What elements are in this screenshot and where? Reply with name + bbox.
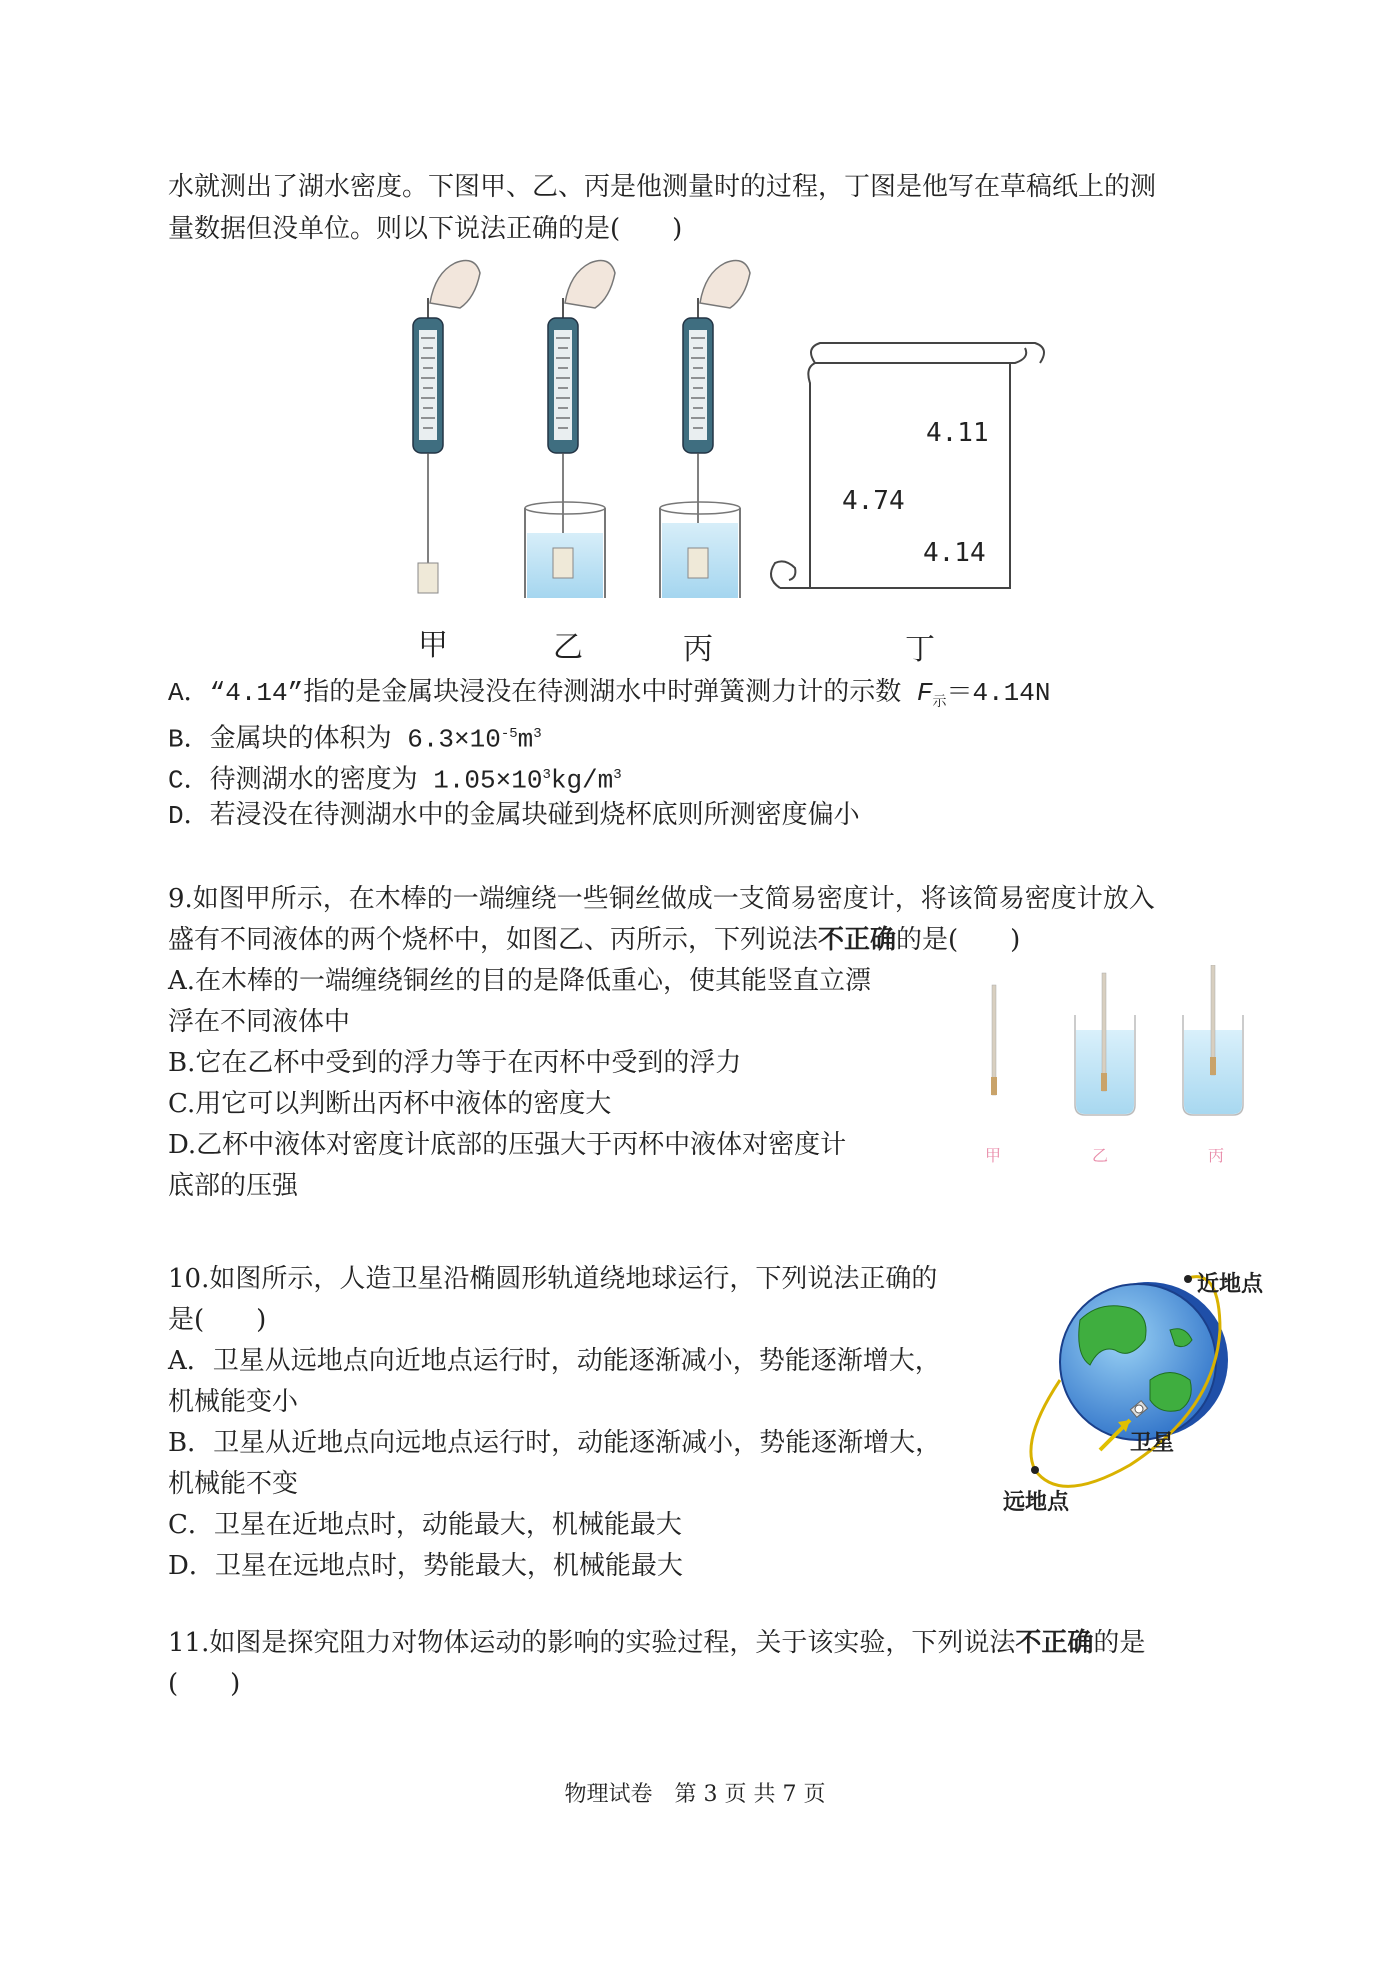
satellite-orbit-figure [1020, 1270, 1280, 1510]
q8-option-d: D．若浸没在待测湖水中的金属块碰到烧杯底则所测密度偏小 [168, 801, 860, 831]
q8-option-c: C．待测湖水的密度为 $1.05\times 10^3kg/m^3$ [168, 765, 622, 796]
q8-text-line1: 水就测出了湖水密度。下图甲、乙、丙是他测量时的过程，丁图是他写在草稿纸上的测 [168, 172, 1157, 202]
q11-text-line2: ( ) [168, 1669, 241, 1699]
q8-option-a: A．“4.14”指的是金属块浸没在待测湖水中时弹簧测力计的示数 $F_示=4.14N$ [168, 678, 1051, 712]
paper-value-1: 4.11 [926, 418, 989, 448]
scroll-paper [771, 343, 1044, 588]
hydrometer-label-yi: 乙 [1092, 1146, 1109, 1165]
label-perigee: 近地点 [1197, 1272, 1264, 1297]
q10-text-line2: 是( ) [168, 1305, 267, 1335]
q9-option-d-line1: D.乙杯中液体对密度计底部的压强大于丙杯中液体对密度计 [168, 1130, 847, 1160]
q10-option-b-line2: 机械能不变 [168, 1469, 299, 1499]
hydrometer-label-bing: 丙 [1208, 1146, 1225, 1165]
q10-option-a-line1: A．卫星从远地点向近地点运行时，动能逐渐减小，势能逐渐增大， [168, 1346, 941, 1376]
page-footer: 物理试卷 第 3 页 共 7 页 [564, 1782, 826, 1807]
q9-text-line2: 盛有不同液体的两个烧杯中，如图乙、丙所示，下列说法不正确的是( ) [168, 925, 1021, 955]
q10-text-line1: 10.如图所示，人造卫星沿椭圆形轨道绕地球运行，下列说法正确的 [168, 1264, 938, 1294]
spring-scale-jia [413, 261, 480, 593]
paper-value-2: 4.74 [842, 486, 905, 516]
spring-scale-bing [660, 261, 750, 598]
spring-scale-yi [525, 261, 615, 598]
label-apogee: 远地点 [1003, 1490, 1070, 1515]
q9-option-a-line1: A.在木棒的一端缠绕铜丝的目的是降低重心，使其能竖直立漂 [168, 966, 872, 996]
fig-label-yi: 乙 [553, 630, 583, 665]
label-satellite: 卫星 [1130, 1431, 1175, 1456]
fig-label-jia: 甲 [418, 628, 448, 663]
q8-text-line2: 量数据但没单位。则以下说法正确的是( ) [168, 214, 683, 244]
hydrometer-label-jia: 甲 [985, 1146, 1002, 1165]
q9-option-b: B.它在乙杯中受到的浮力等于在丙杯中受到的浮力 [168, 1048, 742, 1078]
q8-option-b: B．金属块的体积为 $6.3\times 10^{-5}m^3$ [168, 724, 542, 755]
q10-option-b-line1: B．卫星从近地点向远地点运行时，动能逐渐减小，势能逐渐增大， [168, 1428, 942, 1458]
q9-option-c: C.用它可以判断出丙杯中液体的密度大 [168, 1089, 612, 1119]
fig-label-bing: 丙 [683, 632, 713, 667]
hydrometer-figure [975, 965, 1275, 1125]
q10-option-a-line2: 机械能变小 [168, 1387, 299, 1417]
paper-value-3: 4.14 [923, 538, 986, 568]
q9-text-line1: 9.如图甲所示，在木棒的一端缠绕一些铜丝做成一支简易密度计，将该简易密度计放入 [168, 884, 1155, 914]
q10-option-d: D．卫星在远地点时，势能最大，机械能最大 [168, 1551, 683, 1581]
q11-text-line1: 11.如图是探究阻力对物体运动的影响的实验过程，关于该实验，下列说法不正确的是 [168, 1628, 1146, 1658]
q10-option-c: C．卫星在近地点时，动能最大，机械能最大 [168, 1510, 682, 1540]
fig-label-ding: 丁 [905, 632, 935, 667]
q9-option-a-line2: 浮在不同液体中 [168, 1007, 351, 1037]
q9-option-d-line2: 底部的压强 [168, 1171, 299, 1201]
